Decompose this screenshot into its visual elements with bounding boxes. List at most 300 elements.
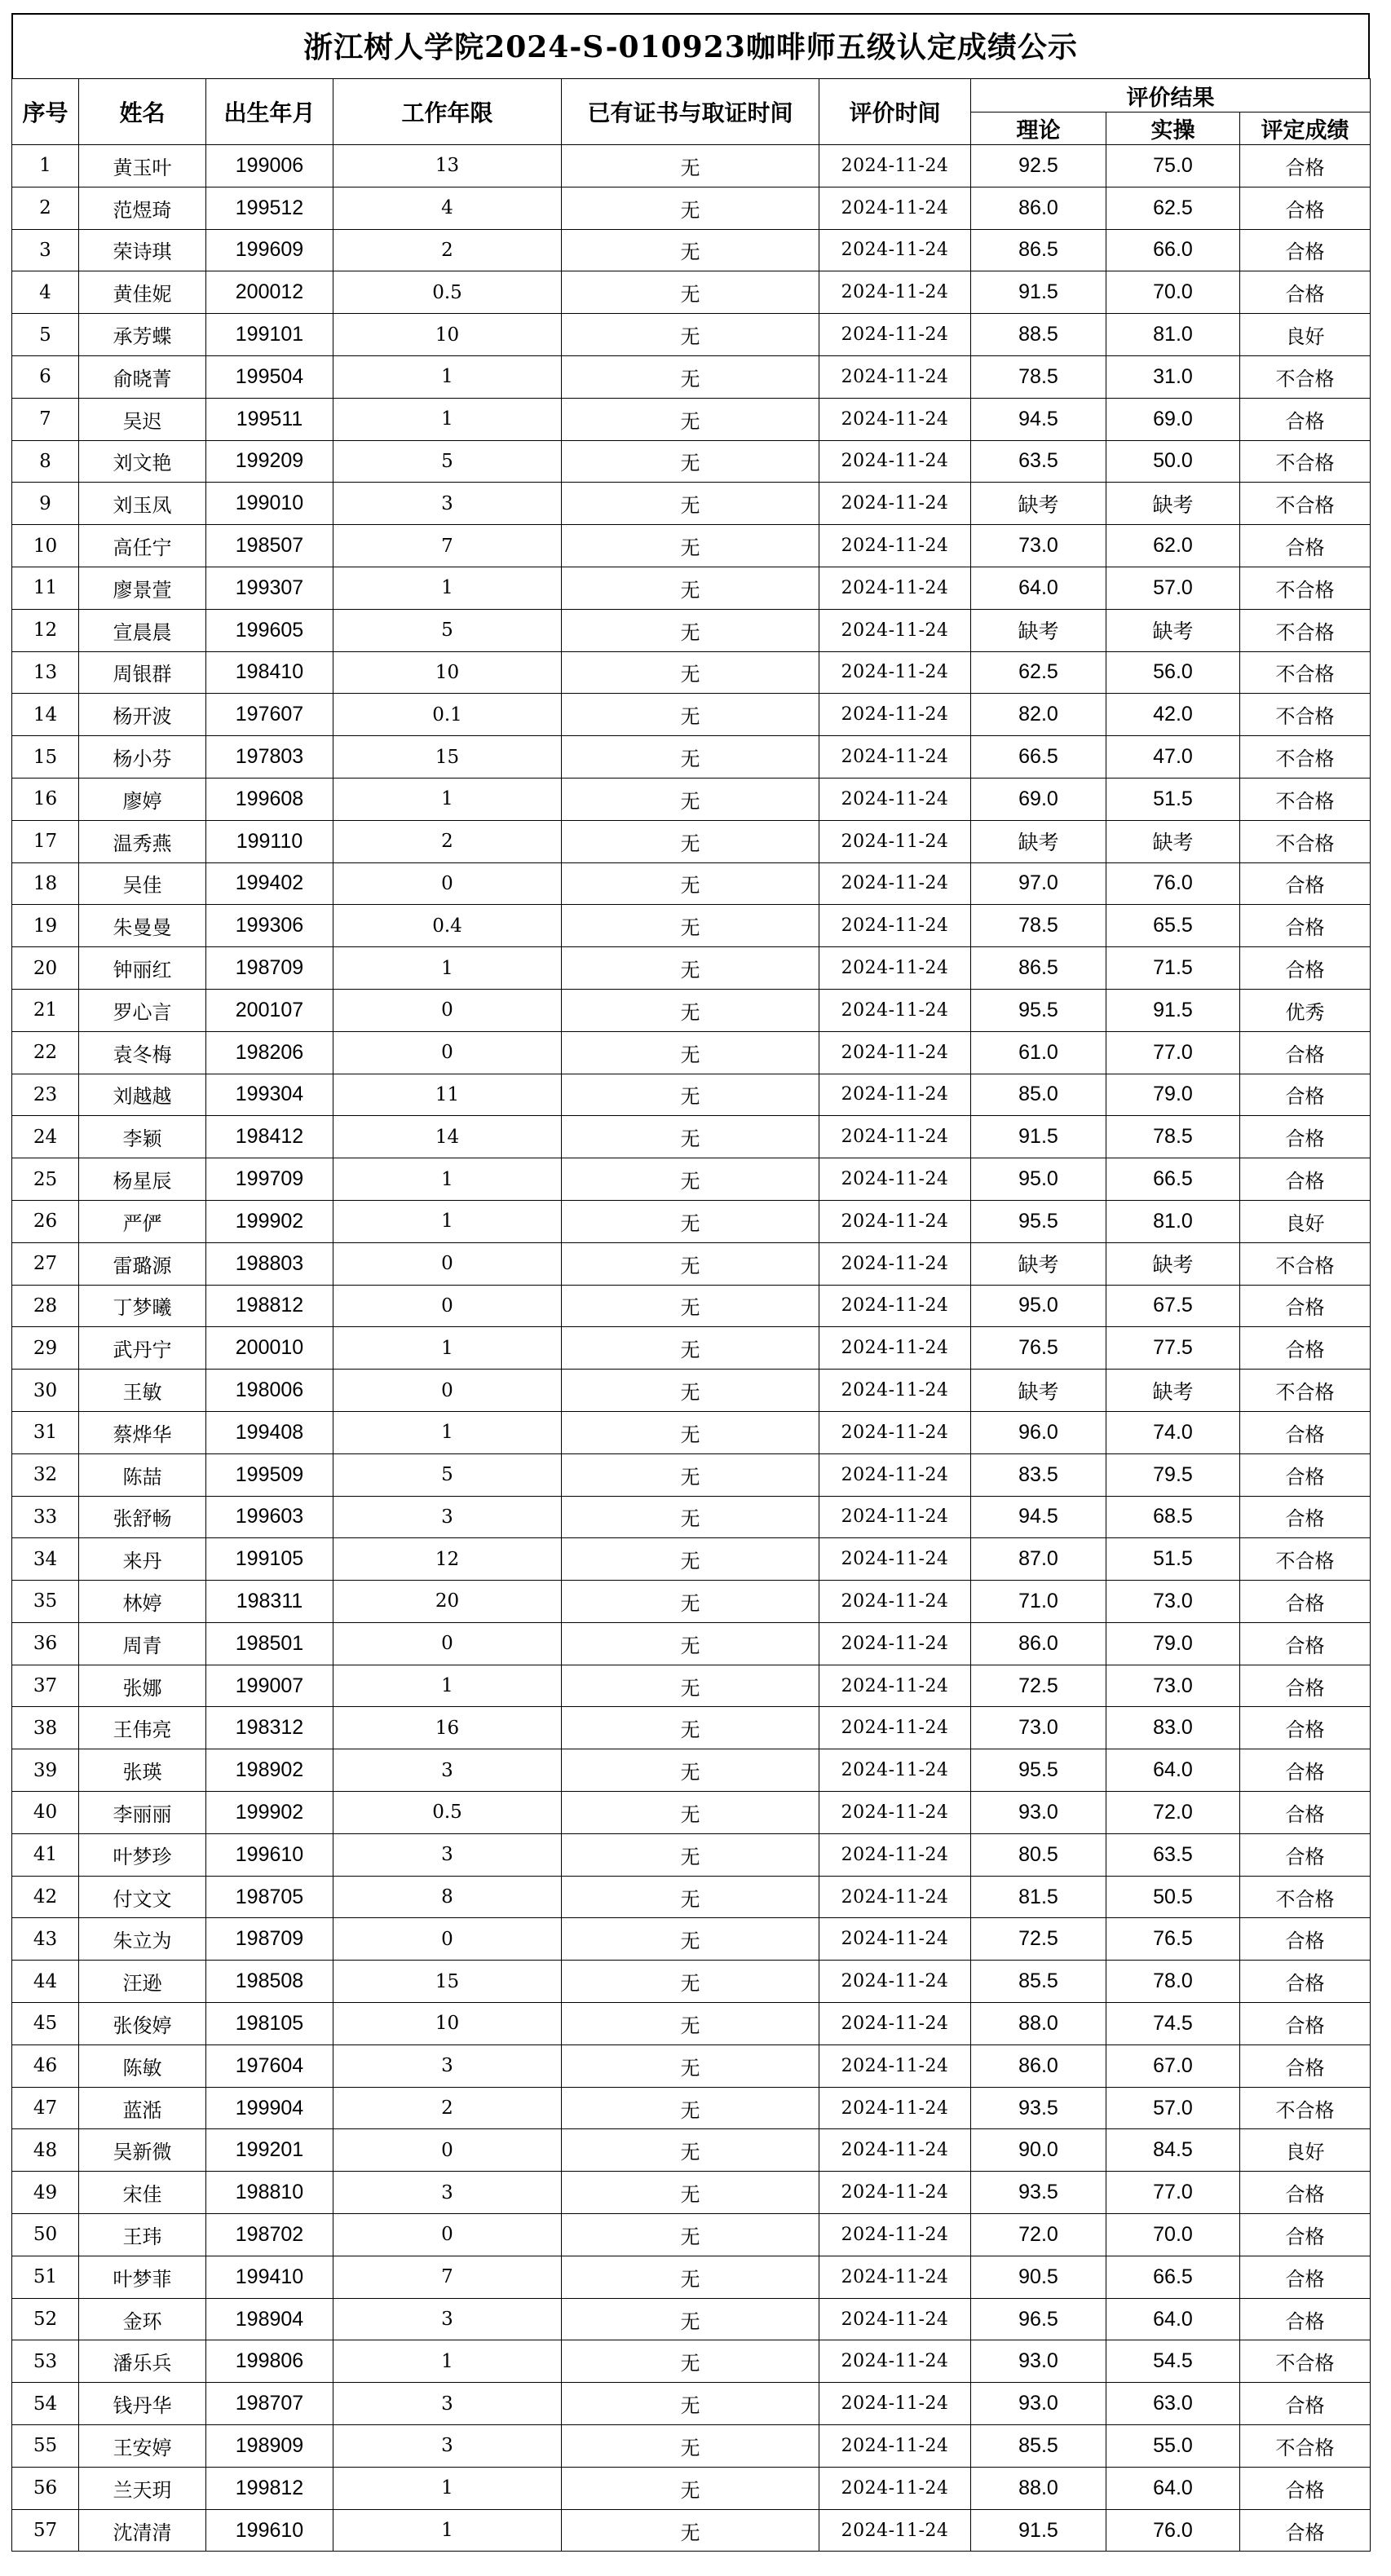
- cell-birth: 198507: [206, 525, 333, 567]
- cell-eval-time: 2024-11-24: [819, 1749, 971, 1792]
- cell-eval-time: 2024-11-24: [819, 1200, 971, 1242]
- cell-grade: 合格: [1240, 1665, 1371, 1707]
- cell-eval-time: 2024-11-24: [819, 525, 971, 567]
- cell-certificate: 无: [562, 398, 819, 440]
- cell-name: 武丹宁: [79, 1327, 206, 1370]
- cell-work-years: 3: [333, 1833, 562, 1876]
- cell-grade: 合格: [1240, 2003, 1371, 2045]
- cell-work-years: 1: [333, 2467, 562, 2509]
- cell-birth: 198410: [206, 651, 333, 694]
- cell-practice: 67.0: [1106, 2044, 1240, 2087]
- table-row: [12, 229, 1371, 271]
- cell-seq: 41: [12, 1833, 79, 1876]
- cell-work-years: 11: [333, 1074, 562, 1116]
- cell-certificate: 无: [562, 145, 819, 187]
- cell-certificate: 无: [562, 2172, 819, 2214]
- cell-grade: 合格: [1240, 525, 1371, 567]
- table-row: [12, 1961, 1371, 2003]
- cell-name: 宣晨晨: [79, 609, 206, 651]
- cell-grade: 合格: [1240, 2256, 1371, 2298]
- cell-theory: 95.5: [971, 1200, 1106, 1242]
- cell-work-years: 4: [333, 187, 562, 229]
- cell-certificate: 无: [562, 736, 819, 779]
- cell-grade: 合格: [1240, 2467, 1371, 2509]
- cell-seq: 1: [12, 145, 79, 187]
- cell-seq: 56: [12, 2467, 79, 2509]
- header-eval-time: 评价时间: [819, 79, 971, 145]
- cell-theory: 85.5: [971, 1961, 1106, 2003]
- cell-birth: 198412: [206, 1116, 333, 1158]
- cell-birth: 199902: [206, 1792, 333, 1834]
- cell-certificate: 无: [562, 1327, 819, 1370]
- cell-grade: 良好: [1240, 2129, 1371, 2172]
- cell-theory: 缺考: [971, 1370, 1106, 1412]
- cell-name: 吴佳: [79, 862, 206, 905]
- cell-grade: 不合格: [1240, 483, 1371, 525]
- cell-practice: 51.5: [1106, 1538, 1240, 1581]
- cell-birth: 199904: [206, 2087, 333, 2129]
- cell-certificate: 无: [562, 1876, 819, 1918]
- cell-grade: 良好: [1240, 314, 1371, 356]
- cell-theory: 86.0: [971, 187, 1106, 229]
- cell-theory: 86.5: [971, 947, 1106, 990]
- table-row: [12, 1074, 1371, 1116]
- cell-theory: 缺考: [971, 483, 1106, 525]
- cell-seq: 17: [12, 820, 79, 862]
- cell-practice: 缺考: [1106, 609, 1240, 651]
- cell-eval-time: 2024-11-24: [819, 820, 971, 862]
- cell-grade: 不合格: [1240, 1370, 1371, 1412]
- cell-certificate: 无: [562, 862, 819, 905]
- cell-seq: 37: [12, 1665, 79, 1707]
- cell-seq: 48: [12, 2129, 79, 2172]
- cell-work-years: 0.4: [333, 905, 562, 947]
- cell-certificate: 无: [562, 2509, 819, 2552]
- table-row: [12, 525, 1371, 567]
- cell-practice: 47.0: [1106, 736, 1240, 779]
- table-row: [12, 2129, 1371, 2172]
- cell-practice: 缺考: [1106, 1242, 1240, 1285]
- cell-certificate: 无: [562, 609, 819, 651]
- cell-name: 潘乐兵: [79, 2340, 206, 2383]
- cell-practice: 71.5: [1106, 947, 1240, 990]
- cell-work-years: 0.5: [333, 1792, 562, 1834]
- cell-birth: 199603: [206, 1496, 333, 1538]
- cell-theory: 85.0: [971, 1074, 1106, 1116]
- cell-eval-time: 2024-11-24: [819, 2129, 971, 2172]
- cell-eval-time: 2024-11-24: [819, 1242, 971, 1285]
- header-practice: 实操: [1106, 112, 1240, 145]
- cell-birth: 198311: [206, 1581, 333, 1623]
- cell-practice: 81.0: [1106, 1200, 1240, 1242]
- table-row: [12, 271, 1371, 314]
- cell-work-years: 7: [333, 2256, 562, 2298]
- cell-grade: 合格: [1240, 1496, 1371, 1538]
- cell-work-years: 2: [333, 820, 562, 862]
- table-row: [12, 567, 1371, 609]
- cell-seq: 7: [12, 398, 79, 440]
- cell-seq: 39: [12, 1749, 79, 1792]
- cell-name: 杨小芬: [79, 736, 206, 779]
- cell-name: 沈清清: [79, 2509, 206, 2552]
- cell-name: 李丽丽: [79, 1792, 206, 1834]
- header-name: 姓名: [79, 79, 206, 145]
- cell-theory: 69.0: [971, 778, 1106, 820]
- cell-grade: 合格: [1240, 229, 1371, 271]
- cell-birth: 199504: [206, 355, 333, 398]
- cell-grade: 合格: [1240, 1961, 1371, 2003]
- cell-certificate: 无: [562, 483, 819, 525]
- cell-birth: 198508: [206, 1961, 333, 2003]
- cell-certificate: 无: [562, 2129, 819, 2172]
- cell-theory: 缺考: [971, 820, 1106, 862]
- cell-practice: 66.5: [1106, 1158, 1240, 1201]
- cell-seq: 10: [12, 525, 79, 567]
- cell-eval-time: 2024-11-24: [819, 1876, 971, 1918]
- table-row: [12, 1581, 1371, 1623]
- cell-theory: 95.5: [971, 989, 1106, 1031]
- cell-grade: 合格: [1240, 1411, 1371, 1453]
- score-announcement-document: [11, 13, 1370, 2552]
- cell-name: 廖景萱: [79, 567, 206, 609]
- cell-certificate: 无: [562, 905, 819, 947]
- cell-work-years: 10: [333, 314, 562, 356]
- cell-work-years: 3: [333, 2172, 562, 2214]
- cell-theory: 93.0: [971, 1792, 1106, 1834]
- cell-birth: 198312: [206, 1707, 333, 1749]
- cell-certificate: 无: [562, 1707, 819, 1749]
- cell-work-years: 0.1: [333, 694, 562, 736]
- cell-practice: 63.5: [1106, 1833, 1240, 1876]
- cell-practice: 66.0: [1106, 229, 1240, 271]
- cell-eval-time: 2024-11-24: [819, 2256, 971, 2298]
- table-row: [12, 2467, 1371, 2509]
- cell-eval-time: 2024-11-24: [819, 1707, 971, 1749]
- cell-eval-time: 2024-11-24: [819, 2172, 971, 2214]
- cell-certificate: 无: [562, 271, 819, 314]
- cell-practice: 73.0: [1106, 1665, 1240, 1707]
- cell-birth: 199101: [206, 314, 333, 356]
- cell-birth: 198709: [206, 947, 333, 990]
- cell-theory: 95.0: [971, 1285, 1106, 1327]
- cell-name: 杨星辰: [79, 1158, 206, 1201]
- cell-practice: 50.0: [1106, 440, 1240, 483]
- cell-eval-time: 2024-11-24: [819, 1665, 971, 1707]
- cell-theory: 83.5: [971, 1453, 1106, 1496]
- cell-work-years: 0: [333, 1622, 562, 1665]
- cell-birth: 199709: [206, 1158, 333, 1201]
- cell-birth: 199806: [206, 2340, 333, 2383]
- cell-grade: 合格: [1240, 145, 1371, 187]
- cell-certificate: 无: [562, 1622, 819, 1665]
- cell-grade: 合格: [1240, 1707, 1371, 1749]
- cell-eval-time: 2024-11-24: [819, 145, 971, 187]
- cell-name: 周银群: [79, 651, 206, 694]
- cell-birth: 198105: [206, 2003, 333, 2045]
- header-certificate: 已有证书与取证时间: [562, 79, 819, 145]
- cell-seq: 11: [12, 567, 79, 609]
- cell-theory: 66.5: [971, 736, 1106, 779]
- table-row: [12, 440, 1371, 483]
- cell-grade: 优秀: [1240, 989, 1371, 1031]
- cell-theory: 86.0: [971, 1622, 1106, 1665]
- cell-certificate: 无: [562, 2340, 819, 2383]
- table-row: [12, 2087, 1371, 2129]
- cell-eval-time: 2024-11-24: [819, 2467, 971, 2509]
- cell-practice: 72.0: [1106, 1792, 1240, 1834]
- table-row: [12, 1749, 1371, 1792]
- cell-eval-time: 2024-11-24: [819, 651, 971, 694]
- cell-birth: 199511: [206, 398, 333, 440]
- table-row: [12, 398, 1371, 440]
- cell-name: 杨开波: [79, 694, 206, 736]
- cell-seq: 6: [12, 355, 79, 398]
- cell-birth: 198709: [206, 1918, 333, 1961]
- table-row: [12, 1327, 1371, 1370]
- cell-name: 朱曼曼: [79, 905, 206, 947]
- cell-practice: 77.0: [1106, 1031, 1240, 1074]
- table-row: [12, 2044, 1371, 2087]
- cell-certificate: 无: [562, 947, 819, 990]
- cell-practice: 68.5: [1106, 1496, 1240, 1538]
- cell-eval-time: 2024-11-24: [819, 1327, 971, 1370]
- table-row: [12, 145, 1371, 187]
- cell-practice: 70.0: [1106, 271, 1240, 314]
- cell-theory: 94.5: [971, 1496, 1106, 1538]
- cell-name: 宋佳: [79, 2172, 206, 2214]
- cell-work-years: 8: [333, 1876, 562, 1918]
- cell-work-years: 0: [333, 1918, 562, 1961]
- cell-seq: 26: [12, 1200, 79, 1242]
- cell-birth: 200010: [206, 1327, 333, 1370]
- cell-certificate: 无: [562, 1792, 819, 1834]
- cell-grade: 合格: [1240, 1453, 1371, 1496]
- cell-certificate: 无: [562, 2425, 819, 2468]
- cell-birth: 199006: [206, 145, 333, 187]
- header-eval-result: 评价结果: [971, 79, 1371, 112]
- cell-name: 朱立为: [79, 1918, 206, 1961]
- cell-seq: 15: [12, 736, 79, 779]
- cell-certificate: 无: [562, 1918, 819, 1961]
- cell-practice: 31.0: [1106, 355, 1240, 398]
- cell-certificate: 无: [562, 1538, 819, 1581]
- cell-name: 周青: [79, 1622, 206, 1665]
- cell-eval-time: 2024-11-24: [819, 2383, 971, 2425]
- cell-seq: 8: [12, 440, 79, 483]
- cell-theory: 73.0: [971, 525, 1106, 567]
- cell-practice: 50.5: [1106, 1876, 1240, 1918]
- cell-name: 张俊婷: [79, 2003, 206, 2045]
- cell-grade: 不合格: [1240, 778, 1371, 820]
- cell-grade: 合格: [1240, 1031, 1371, 1074]
- cell-grade: 不合格: [1240, 1242, 1371, 1285]
- cell-eval-time: 2024-11-24: [819, 1411, 971, 1453]
- cell-birth: 198812: [206, 1285, 333, 1327]
- cell-practice: 64.0: [1106, 2467, 1240, 2509]
- table-row: [12, 1622, 1371, 1665]
- cell-birth: 199608: [206, 778, 333, 820]
- cell-seq: 51: [12, 2256, 79, 2298]
- cell-practice: 79.5: [1106, 1453, 1240, 1496]
- cell-grade: 合格: [1240, 2383, 1371, 2425]
- table-row: [12, 1411, 1371, 1453]
- cell-work-years: 15: [333, 1961, 562, 2003]
- cell-work-years: 0: [333, 2129, 562, 2172]
- cell-birth: 199306: [206, 905, 333, 947]
- cell-name: 高任宁: [79, 525, 206, 567]
- cell-grade: 不合格: [1240, 609, 1371, 651]
- cell-grade: 合格: [1240, 862, 1371, 905]
- cell-grade: 合格: [1240, 1792, 1371, 1834]
- cell-theory: 63.5: [971, 440, 1106, 483]
- cell-birth: 199007: [206, 1665, 333, 1707]
- cell-seq: 52: [12, 2298, 79, 2340]
- cell-seq: 20: [12, 947, 79, 990]
- cell-practice: 74.0: [1106, 1411, 1240, 1453]
- cell-seq: 55: [12, 2425, 79, 2468]
- cell-seq: 4: [12, 271, 79, 314]
- cell-seq: 43: [12, 1918, 79, 1961]
- cell-eval-time: 2024-11-24: [819, 2425, 971, 2468]
- cell-work-years: 3: [333, 2383, 562, 2425]
- cell-name: 严俨: [79, 1200, 206, 1242]
- table-row: [12, 2214, 1371, 2256]
- cell-seq: 23: [12, 1074, 79, 1116]
- cell-name: 林婷: [79, 1581, 206, 1623]
- cell-birth: 197803: [206, 736, 333, 779]
- cell-eval-time: 2024-11-24: [819, 314, 971, 356]
- cell-theory: 72.0: [971, 2214, 1106, 2256]
- cell-work-years: 3: [333, 483, 562, 525]
- cell-grade: 不合格: [1240, 820, 1371, 862]
- cell-work-years: 5: [333, 1453, 562, 1496]
- cell-birth: 199304: [206, 1074, 333, 1116]
- cell-birth: 199609: [206, 229, 333, 271]
- cell-name: 承芳蝶: [79, 314, 206, 356]
- cell-practice: 78.0: [1106, 1961, 1240, 2003]
- cell-practice: 67.5: [1106, 1285, 1240, 1327]
- cell-eval-time: 2024-11-24: [819, 736, 971, 779]
- cell-birth: 198810: [206, 2172, 333, 2214]
- cell-eval-time: 2024-11-24: [819, 440, 971, 483]
- cell-eval-time: 2024-11-24: [819, 1961, 971, 2003]
- cell-work-years: 1: [333, 398, 562, 440]
- cell-theory: 61.0: [971, 1031, 1106, 1074]
- header-birth: 出生年月: [206, 79, 333, 145]
- cell-theory: 缺考: [971, 609, 1106, 651]
- cell-theory: 72.5: [971, 1918, 1106, 1961]
- cell-seq: 22: [12, 1031, 79, 1074]
- cell-name: 黄佳妮: [79, 271, 206, 314]
- cell-seq: 13: [12, 651, 79, 694]
- cell-birth: 199509: [206, 1453, 333, 1496]
- cell-theory: 64.0: [971, 567, 1106, 609]
- cell-certificate: 无: [562, 314, 819, 356]
- cell-birth: 197607: [206, 694, 333, 736]
- cell-eval-time: 2024-11-24: [819, 1453, 971, 1496]
- cell-practice: 78.5: [1106, 1116, 1240, 1158]
- cell-seq: 34: [12, 1538, 79, 1581]
- cell-work-years: 0.5: [333, 271, 562, 314]
- cell-certificate: 无: [562, 1370, 819, 1412]
- table-row: [12, 1370, 1371, 1412]
- cell-work-years: 2: [333, 229, 562, 271]
- cell-grade: 不合格: [1240, 440, 1371, 483]
- cell-work-years: 10: [333, 651, 562, 694]
- cell-name: 钟丽红: [79, 947, 206, 990]
- cell-birth: 199307: [206, 567, 333, 609]
- page-title: 浙江树人学院2024-S-010923咖啡师五级认定成绩公示: [11, 13, 1370, 78]
- cell-birth: 199209: [206, 440, 333, 483]
- cell-certificate: 无: [562, 2044, 819, 2087]
- table-row: [12, 2172, 1371, 2214]
- cell-grade: 不合格: [1240, 355, 1371, 398]
- cell-birth: 198702: [206, 2214, 333, 2256]
- cell-eval-time: 2024-11-24: [819, 2087, 971, 2129]
- cell-grade: 合格: [1240, 1116, 1371, 1158]
- cell-seq: 5: [12, 314, 79, 356]
- cell-certificate: 无: [562, 1031, 819, 1074]
- cell-certificate: 无: [562, 2087, 819, 2129]
- cell-birth: 199902: [206, 1200, 333, 1242]
- cell-grade: 不合格: [1240, 567, 1371, 609]
- cell-grade: 不合格: [1240, 2087, 1371, 2129]
- cell-certificate: 无: [562, 1158, 819, 1201]
- cell-name: 袁冬梅: [79, 1031, 206, 1074]
- cell-practice: 51.5: [1106, 778, 1240, 820]
- cell-theory: 95.0: [971, 1158, 1106, 1201]
- cell-theory: 96.0: [971, 1411, 1106, 1453]
- cell-work-years: 0: [333, 1370, 562, 1412]
- cell-practice: 62.5: [1106, 187, 1240, 229]
- cell-practice: 缺考: [1106, 820, 1240, 862]
- cell-work-years: 3: [333, 2044, 562, 2087]
- cell-seq: 57: [12, 2509, 79, 2552]
- cell-practice: 65.5: [1106, 905, 1240, 947]
- header-seq: 序号: [12, 79, 79, 145]
- cell-work-years: 5: [333, 440, 562, 483]
- cell-name: 张娜: [79, 1665, 206, 1707]
- cell-seq: 24: [12, 1116, 79, 1158]
- cell-name: 俞晓菁: [79, 355, 206, 398]
- cell-practice: 63.0: [1106, 2383, 1240, 2425]
- table-row: [12, 905, 1371, 947]
- table-row: [12, 1031, 1371, 1074]
- table-row: [12, 694, 1371, 736]
- cell-name: 吴新微: [79, 2129, 206, 2172]
- cell-eval-time: 2024-11-24: [819, 271, 971, 314]
- table-row: [12, 2298, 1371, 2340]
- table-row: [12, 2509, 1371, 2552]
- cell-practice: 84.5: [1106, 2129, 1240, 2172]
- cell-work-years: 1: [333, 1327, 562, 1370]
- cell-seq: 28: [12, 1285, 79, 1327]
- header-theory: 理论: [971, 112, 1106, 145]
- cell-name: 金环: [79, 2298, 206, 2340]
- cell-name: 刘玉凤: [79, 483, 206, 525]
- cell-name: 付文文: [79, 1876, 206, 1918]
- cell-seq: 38: [12, 1707, 79, 1749]
- cell-name: 廖婷: [79, 778, 206, 820]
- cell-eval-time: 2024-11-24: [819, 862, 971, 905]
- table-row: [12, 187, 1371, 229]
- cell-seq: 25: [12, 1158, 79, 1201]
- cell-certificate: 无: [562, 1749, 819, 1792]
- cell-practice: 77.5: [1106, 1327, 1240, 1370]
- cell-theory: 92.5: [971, 145, 1106, 187]
- cell-theory: 94.5: [971, 398, 1106, 440]
- cell-work-years: 0: [333, 989, 562, 1031]
